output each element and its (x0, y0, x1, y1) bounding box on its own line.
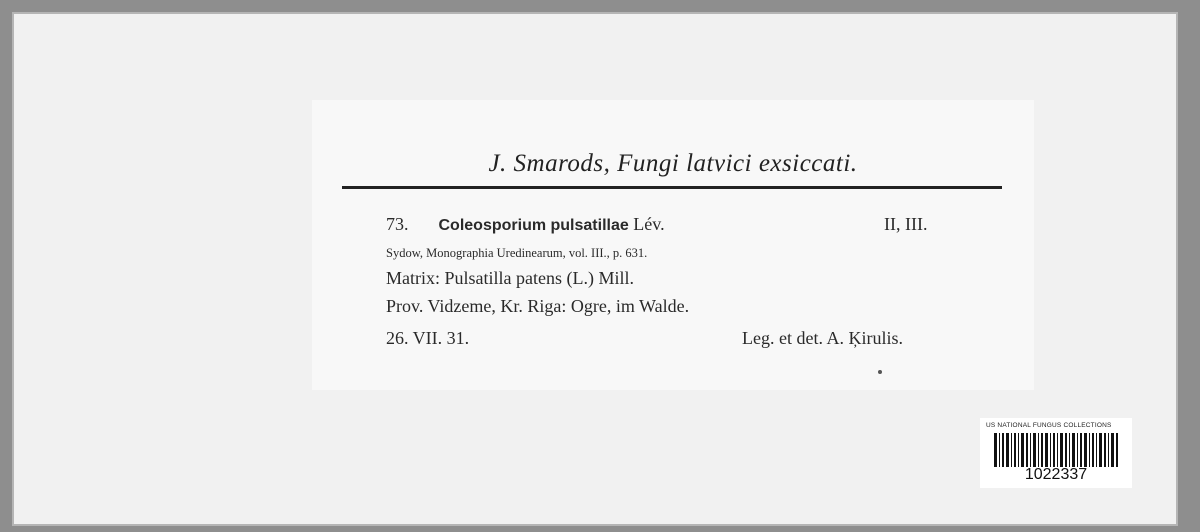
barcode-label (980, 418, 1132, 488)
title-rule (342, 186, 1002, 189)
species-author: Lév. (633, 214, 665, 234)
matrix-line: Matrix: Pulsatilla patens (L.) Mill. (386, 268, 634, 288)
spore-stages: II, III. (884, 214, 928, 234)
herbarium-sheet (14, 14, 1176, 524)
collection-date: 26. VII. 31. (386, 328, 470, 348)
barcode-header: US NATIONAL FUNGUS COLLECTIONS (986, 422, 1112, 429)
specimen-label (312, 100, 1034, 390)
label-title: J. Smarods, Fungi latvici exsiccati. (488, 150, 858, 177)
entry-number: 73. (386, 214, 409, 234)
collector-line: Leg. et det. A. Ķirulis. (742, 328, 903, 348)
species-name: Coleosporium pulsatillae (438, 217, 629, 234)
ink-dot (878, 370, 882, 374)
barcode-number: 1022337 (1024, 466, 1088, 483)
locality-line: Prov. Vidzeme, Kr. Riga: Ogre, im Walde. (386, 296, 690, 316)
entry-line-species (386, 214, 665, 235)
reference-line: Sydow, Monographia Uredinearum, vol. III., p. 631. (386, 246, 648, 260)
barcode-icon (994, 433, 1118, 467)
